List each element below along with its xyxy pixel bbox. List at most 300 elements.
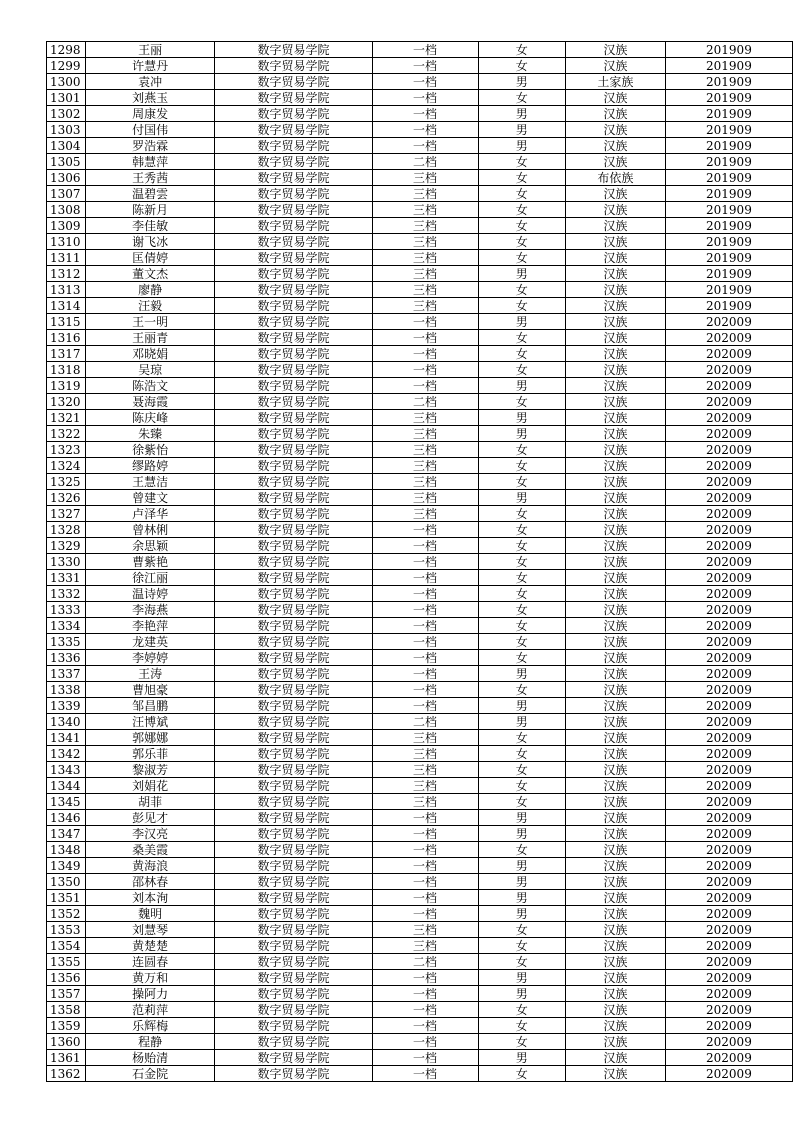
gender-cell: 女 (478, 586, 565, 602)
table-row (47, 1050, 793, 1066)
table-row (47, 1018, 793, 1034)
name-cell: 乐辉梅 (86, 1018, 215, 1034)
serial-number-cell: 1353 (47, 922, 86, 938)
ethnicity-cell: 汉族 (565, 42, 665, 58)
grade-cell: 201909 (665, 74, 792, 90)
aid-level-cell: 一档 (372, 826, 478, 842)
name-cell: 邵林春 (86, 874, 215, 890)
grade-cell: 202009 (665, 666, 792, 682)
name-cell: 陈庆峰 (86, 410, 215, 426)
grade-cell: 202009 (665, 986, 792, 1002)
grade-cell: 201909 (665, 282, 792, 298)
ethnicity-cell: 汉族 (565, 986, 665, 1002)
college-cell: 数字贸易学院 (215, 426, 372, 442)
table-row (47, 842, 793, 858)
college-cell: 数字贸易学院 (215, 682, 372, 698)
college-cell: 数字贸易学院 (215, 170, 372, 186)
table-row (47, 538, 793, 554)
aid-level-cell: 一档 (372, 58, 478, 74)
table-row (47, 90, 793, 106)
ethnicity-cell: 汉族 (565, 922, 665, 938)
table-row (47, 810, 793, 826)
ethnicity-cell: 土家族 (565, 74, 665, 90)
college-cell: 数字贸易学院 (215, 330, 372, 346)
serial-number-cell: 1340 (47, 714, 86, 730)
table-row (47, 154, 793, 170)
aid-level-cell: 二档 (372, 954, 478, 970)
serial-number-cell: 1318 (47, 362, 86, 378)
aid-level-cell: 一档 (372, 842, 478, 858)
college-cell: 数字贸易学院 (215, 602, 372, 618)
ethnicity-cell: 汉族 (565, 746, 665, 762)
grade-cell: 202009 (665, 954, 792, 970)
table-row (47, 250, 793, 266)
serial-number-cell: 1329 (47, 538, 86, 554)
table-row (47, 602, 793, 618)
serial-number-cell: 1314 (47, 298, 86, 314)
college-cell: 数字贸易学院 (215, 186, 372, 202)
name-cell: 王一明 (86, 314, 215, 330)
college-cell: 数字贸易学院 (215, 74, 372, 90)
college-cell: 数字贸易学院 (215, 826, 372, 842)
serial-number-cell: 1341 (47, 730, 86, 746)
gender-cell: 男 (478, 74, 565, 90)
gender-cell: 女 (478, 394, 565, 410)
ethnicity-cell: 布依族 (565, 170, 665, 186)
college-cell: 数字贸易学院 (215, 634, 372, 650)
gender-cell: 男 (478, 314, 565, 330)
gender-cell: 男 (478, 906, 565, 922)
grade-cell: 201909 (665, 58, 792, 74)
aid-level-cell: 二档 (372, 394, 478, 410)
name-cell: 温碧雲 (86, 186, 215, 202)
grade-cell: 201909 (665, 42, 792, 58)
ethnicity-cell: 汉族 (565, 378, 665, 394)
grade-cell: 201909 (665, 138, 792, 154)
aid-level-cell: 一档 (372, 522, 478, 538)
ethnicity-cell: 汉族 (565, 570, 665, 586)
table-row (47, 986, 793, 1002)
name-cell: 王慧洁 (86, 474, 215, 490)
name-cell: 徐江丽 (86, 570, 215, 586)
gender-cell: 女 (478, 282, 565, 298)
ethnicity-cell: 汉族 (565, 730, 665, 746)
college-cell: 数字贸易学院 (215, 874, 372, 890)
table-row (47, 778, 793, 794)
aid-level-cell: 三档 (372, 202, 478, 218)
grade-cell: 202009 (665, 842, 792, 858)
name-cell: 李汉亮 (86, 826, 215, 842)
grade-cell: 201909 (665, 298, 792, 314)
name-cell: 范莉萍 (86, 1002, 215, 1018)
college-cell: 数字贸易学院 (215, 378, 372, 394)
aid-level-cell: 三档 (372, 938, 478, 954)
grade-cell: 202009 (665, 314, 792, 330)
college-cell: 数字贸易学院 (215, 234, 372, 250)
serial-number-cell: 1352 (47, 906, 86, 922)
table-row (47, 42, 793, 58)
aid-level-cell: 一档 (372, 810, 478, 826)
aid-level-cell: 一档 (372, 618, 478, 634)
ethnicity-cell: 汉族 (565, 218, 665, 234)
college-cell: 数字贸易学院 (215, 906, 372, 922)
name-cell: 周康发 (86, 106, 215, 122)
table-row (47, 202, 793, 218)
table-row (47, 650, 793, 666)
aid-level-cell: 一档 (372, 1018, 478, 1034)
gender-cell: 女 (478, 1018, 565, 1034)
grade-cell: 202009 (665, 794, 792, 810)
name-cell: 罗浩霖 (86, 138, 215, 154)
aid-level-cell: 一档 (372, 42, 478, 58)
aid-level-cell: 一档 (372, 378, 478, 394)
gender-cell: 女 (478, 442, 565, 458)
name-cell: 胡菲 (86, 794, 215, 810)
serial-number-cell: 1328 (47, 522, 86, 538)
ethnicity-cell: 汉族 (565, 506, 665, 522)
aid-level-cell: 一档 (372, 666, 478, 682)
college-cell: 数字贸易学院 (215, 42, 372, 58)
serial-number-cell: 1321 (47, 410, 86, 426)
aid-level-cell: 一档 (372, 122, 478, 138)
name-cell: 廖静 (86, 282, 215, 298)
grade-cell: 201909 (665, 170, 792, 186)
grade-cell: 201909 (665, 202, 792, 218)
aid-level-cell: 三档 (372, 922, 478, 938)
name-cell: 刘娟花 (86, 778, 215, 794)
aid-level-cell: 一档 (372, 570, 478, 586)
gender-cell: 男 (478, 410, 565, 426)
grade-cell: 201909 (665, 266, 792, 282)
name-cell: 杨贻清 (86, 1050, 215, 1066)
grade-cell: 201909 (665, 250, 792, 266)
aid-level-cell: 一档 (372, 634, 478, 650)
ethnicity-cell: 汉族 (565, 154, 665, 170)
name-cell: 王丽青 (86, 330, 215, 346)
college-cell: 数字贸易学院 (215, 122, 372, 138)
ethnicity-cell: 汉族 (565, 970, 665, 986)
ethnicity-cell: 汉族 (565, 490, 665, 506)
grade-cell: 202009 (665, 762, 792, 778)
name-cell: 连圆春 (86, 954, 215, 970)
serial-number-cell: 1359 (47, 1018, 86, 1034)
ethnicity-cell: 汉族 (565, 522, 665, 538)
aid-level-cell: 三档 (372, 474, 478, 490)
gender-cell: 女 (478, 570, 565, 586)
gender-cell: 女 (478, 794, 565, 810)
college-cell: 数字贸易学院 (215, 794, 372, 810)
aid-level-cell: 三档 (372, 746, 478, 762)
ethnicity-cell: 汉族 (565, 58, 665, 74)
ethnicity-cell: 汉族 (565, 794, 665, 810)
grade-cell: 201909 (665, 154, 792, 170)
serial-number-cell: 1315 (47, 314, 86, 330)
aid-level-cell: 一档 (372, 874, 478, 890)
table-row (47, 890, 793, 906)
table-row (47, 506, 793, 522)
ethnicity-cell: 汉族 (565, 538, 665, 554)
name-cell: 袁冲 (86, 74, 215, 90)
table-row (47, 298, 793, 314)
name-cell: 魏明 (86, 906, 215, 922)
grade-cell: 202009 (665, 618, 792, 634)
college-cell: 数字贸易学院 (215, 570, 372, 586)
serial-number-cell: 1361 (47, 1050, 86, 1066)
grade-cell: 202009 (665, 938, 792, 954)
table-row (47, 330, 793, 346)
serial-number-cell: 1298 (47, 42, 86, 58)
table-row (47, 106, 793, 122)
gender-cell: 女 (478, 58, 565, 74)
ethnicity-cell: 汉族 (565, 618, 665, 634)
serial-number-cell: 1332 (47, 586, 86, 602)
college-cell: 数字贸易学院 (215, 730, 372, 746)
gender-cell: 女 (478, 170, 565, 186)
gender-cell: 男 (478, 122, 565, 138)
college-cell: 数字贸易学院 (215, 714, 372, 730)
college-cell: 数字贸易学院 (215, 698, 372, 714)
gender-cell: 女 (478, 154, 565, 170)
gender-cell: 男 (478, 970, 565, 986)
college-cell: 数字贸易学院 (215, 490, 372, 506)
name-cell: 邓晓娟 (86, 346, 215, 362)
table-row (47, 906, 793, 922)
serial-number-cell: 1335 (47, 634, 86, 650)
aid-level-cell: 一档 (372, 970, 478, 986)
table-row (47, 218, 793, 234)
ethnicity-cell: 汉族 (565, 842, 665, 858)
table-row (47, 570, 793, 586)
college-cell: 数字贸易学院 (215, 1018, 372, 1034)
serial-number-cell: 1342 (47, 746, 86, 762)
college-cell: 数字贸易学院 (215, 666, 372, 682)
aid-level-cell: 三档 (372, 266, 478, 282)
grade-cell: 202009 (665, 826, 792, 842)
table-body (47, 42, 793, 1082)
name-cell: 许慧丹 (86, 58, 215, 74)
name-cell: 汪毅 (86, 298, 215, 314)
serial-number-cell: 1319 (47, 378, 86, 394)
table-row (47, 378, 793, 394)
aid-level-cell: 二档 (372, 714, 478, 730)
gender-cell: 女 (478, 202, 565, 218)
aid-level-cell: 一档 (372, 362, 478, 378)
grade-cell: 202009 (665, 1050, 792, 1066)
serial-number-cell: 1323 (47, 442, 86, 458)
student-list-table (46, 41, 793, 1082)
college-cell: 数字贸易学院 (215, 1034, 372, 1050)
serial-number-cell: 1334 (47, 618, 86, 634)
grade-cell: 202009 (665, 362, 792, 378)
gender-cell: 女 (478, 730, 565, 746)
name-cell: 温诗婷 (86, 586, 215, 602)
grade-cell: 202009 (665, 410, 792, 426)
serial-number-cell: 1343 (47, 762, 86, 778)
college-cell: 数字贸易学院 (215, 138, 372, 154)
grade-cell: 202009 (665, 1002, 792, 1018)
college-cell: 数字贸易学院 (215, 618, 372, 634)
name-cell: 黄海浪 (86, 858, 215, 874)
table-row (47, 634, 793, 650)
aid-level-cell: 一档 (372, 106, 478, 122)
gender-cell: 女 (478, 458, 565, 474)
college-cell: 数字贸易学院 (215, 650, 372, 666)
name-cell: 黄楚楚 (86, 938, 215, 954)
name-cell: 桑美霞 (86, 842, 215, 858)
table-row (47, 138, 793, 154)
gender-cell: 女 (478, 762, 565, 778)
name-cell: 李海燕 (86, 602, 215, 618)
grade-cell: 202009 (665, 538, 792, 554)
gender-cell: 男 (478, 986, 565, 1002)
gender-cell: 男 (478, 698, 565, 714)
gender-cell: 男 (478, 858, 565, 874)
table-row (47, 1066, 793, 1082)
ethnicity-cell: 汉族 (565, 586, 665, 602)
gender-cell: 女 (478, 554, 565, 570)
table-row (47, 474, 793, 490)
serial-number-cell: 1360 (47, 1034, 86, 1050)
gender-cell: 女 (478, 506, 565, 522)
name-cell: 龙建英 (86, 634, 215, 650)
grade-cell: 202009 (665, 506, 792, 522)
aid-level-cell: 三档 (372, 442, 478, 458)
ethnicity-cell: 汉族 (565, 314, 665, 330)
table-row (47, 186, 793, 202)
college-cell: 数字贸易学院 (215, 154, 372, 170)
aid-level-cell: 一档 (372, 346, 478, 362)
grade-cell: 202009 (665, 650, 792, 666)
name-cell: 谢飞冰 (86, 234, 215, 250)
serial-number-cell: 1322 (47, 426, 86, 442)
serial-number-cell: 1326 (47, 490, 86, 506)
name-cell: 陈新月 (86, 202, 215, 218)
gender-cell: 男 (478, 714, 565, 730)
serial-number-cell: 1331 (47, 570, 86, 586)
grade-cell: 202009 (665, 378, 792, 394)
gender-cell: 男 (478, 490, 565, 506)
ethnicity-cell: 汉族 (565, 362, 665, 378)
ethnicity-cell: 汉族 (565, 1002, 665, 1018)
serial-number-cell: 1309 (47, 218, 86, 234)
ethnicity-cell: 汉族 (565, 954, 665, 970)
grade-cell: 202009 (665, 1066, 792, 1082)
serial-number-cell: 1327 (47, 506, 86, 522)
name-cell: 刘燕玉 (86, 90, 215, 106)
name-cell: 吴琼 (86, 362, 215, 378)
table-row (47, 282, 793, 298)
name-cell: 石金院 (86, 1066, 215, 1082)
name-cell: 李艳萍 (86, 618, 215, 634)
grade-cell: 202009 (665, 426, 792, 442)
college-cell: 数字贸易学院 (215, 1050, 372, 1066)
grade-cell: 201909 (665, 186, 792, 202)
table-row (47, 618, 793, 634)
college-cell: 数字贸易学院 (215, 314, 372, 330)
college-cell: 数字贸易学院 (215, 586, 372, 602)
ethnicity-cell: 汉族 (565, 874, 665, 890)
serial-number-cell: 1304 (47, 138, 86, 154)
name-cell: 曾建文 (86, 490, 215, 506)
serial-number-cell: 1311 (47, 250, 86, 266)
aid-level-cell: 一档 (372, 538, 478, 554)
college-cell: 数字贸易学院 (215, 922, 372, 938)
serial-number-cell: 1339 (47, 698, 86, 714)
name-cell: 黄万和 (86, 970, 215, 986)
ethnicity-cell: 汉族 (565, 1066, 665, 1082)
ethnicity-cell: 汉族 (565, 394, 665, 410)
aid-level-cell: 三档 (372, 410, 478, 426)
grade-cell: 202009 (665, 458, 792, 474)
ethnicity-cell: 汉族 (565, 666, 665, 682)
ethnicity-cell: 汉族 (565, 1018, 665, 1034)
table-row (47, 714, 793, 730)
gender-cell: 女 (478, 90, 565, 106)
table-row (47, 586, 793, 602)
gender-cell: 男 (478, 1050, 565, 1066)
aid-level-cell: 三档 (372, 778, 478, 794)
ethnicity-cell: 汉族 (565, 906, 665, 922)
serial-number-cell: 1301 (47, 90, 86, 106)
serial-number-cell: 1357 (47, 986, 86, 1002)
name-cell: 陈浩文 (86, 378, 215, 394)
aid-level-cell: 一档 (372, 330, 478, 346)
gender-cell: 女 (478, 298, 565, 314)
name-cell: 王秀茜 (86, 170, 215, 186)
grade-cell: 202009 (665, 570, 792, 586)
college-cell: 数字贸易学院 (215, 954, 372, 970)
table-row (47, 234, 793, 250)
college-cell: 数字贸易学院 (215, 538, 372, 554)
gender-cell: 女 (478, 634, 565, 650)
table-row (47, 410, 793, 426)
aid-level-cell: 一档 (372, 314, 478, 330)
ethnicity-cell: 汉族 (565, 234, 665, 250)
table-row (47, 1002, 793, 1018)
grade-cell: 202009 (665, 906, 792, 922)
aid-level-cell: 一档 (372, 906, 478, 922)
ethnicity-cell: 汉族 (565, 106, 665, 122)
ethnicity-cell: 汉族 (565, 90, 665, 106)
name-cell: 郭乐菲 (86, 746, 215, 762)
college-cell: 数字贸易学院 (215, 410, 372, 426)
ethnicity-cell: 汉族 (565, 186, 665, 202)
aid-level-cell: 一档 (372, 586, 478, 602)
serial-number-cell: 1356 (47, 970, 86, 986)
gender-cell: 女 (478, 522, 565, 538)
name-cell: 邹昌鹏 (86, 698, 215, 714)
college-cell: 数字贸易学院 (215, 762, 372, 778)
aid-level-cell: 三档 (372, 234, 478, 250)
serial-number-cell: 1349 (47, 858, 86, 874)
college-cell: 数字贸易学院 (215, 554, 372, 570)
table-row (47, 394, 793, 410)
serial-number-cell: 1312 (47, 266, 86, 282)
serial-number-cell: 1299 (47, 58, 86, 74)
ethnicity-cell: 汉族 (565, 634, 665, 650)
aid-level-cell: 三档 (372, 794, 478, 810)
table-row (47, 938, 793, 954)
table-row (47, 858, 793, 874)
ethnicity-cell: 汉族 (565, 122, 665, 138)
college-cell: 数字贸易学院 (215, 970, 372, 986)
gender-cell: 男 (478, 874, 565, 890)
college-cell: 数字贸易学院 (215, 522, 372, 538)
grade-cell: 202009 (665, 330, 792, 346)
name-cell: 朱臻 (86, 426, 215, 442)
name-cell: 匡倩婷 (86, 250, 215, 266)
serial-number-cell: 1300 (47, 74, 86, 90)
